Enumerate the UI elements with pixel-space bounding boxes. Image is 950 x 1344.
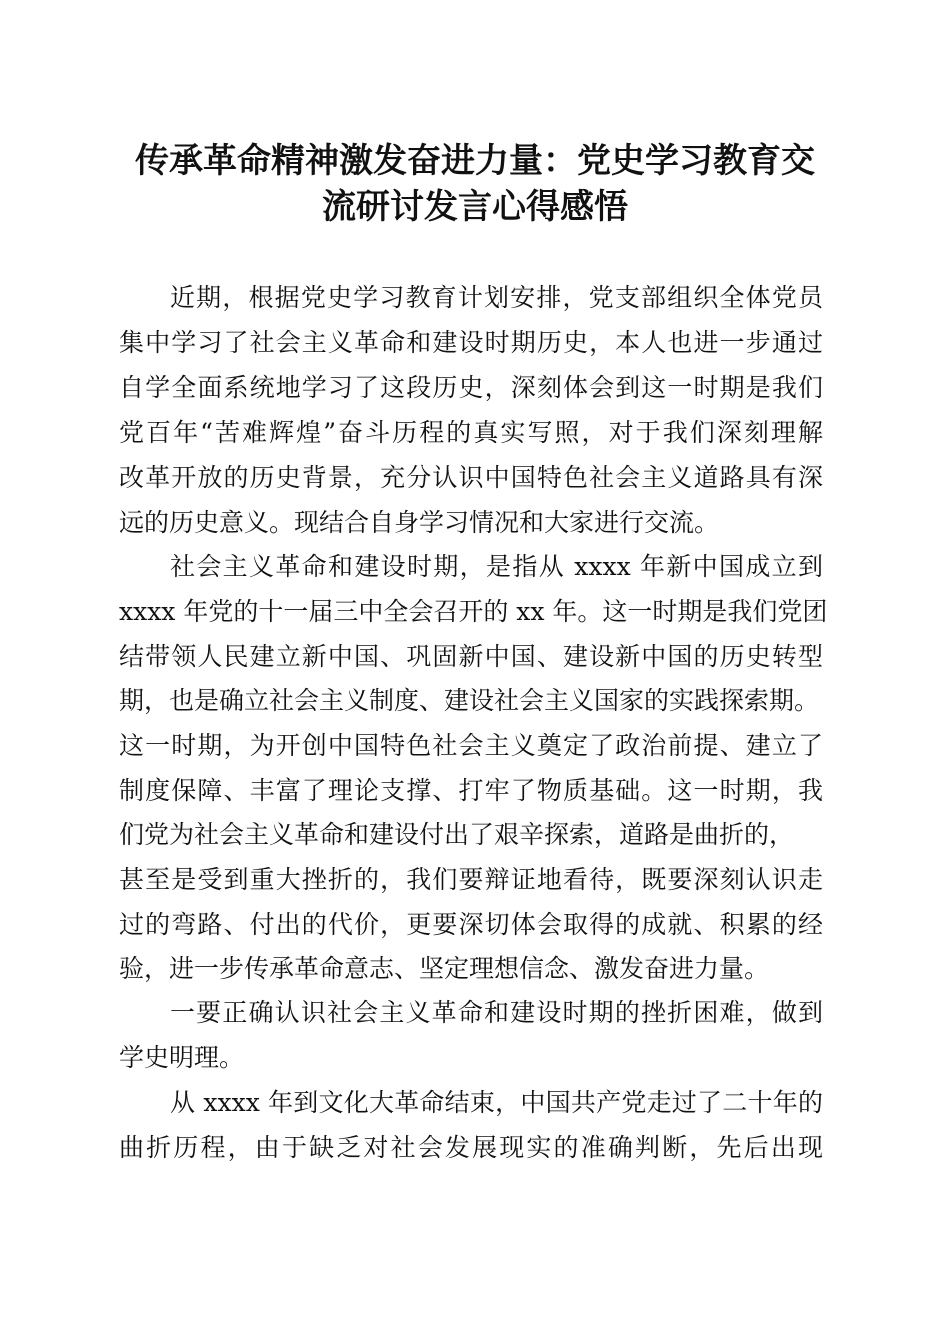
- body-line: 甚至是受到重大挫折的，我们要辩证地看待，既要深刻认识走: [119, 865, 823, 894]
- body-line: 结带领人民建立新中国、巩固新中国、建设新中国的历史转型: [119, 642, 823, 671]
- body-line: 们党为社会主义革命和建设付出了艰辛探索，道路是曲折的，: [119, 820, 795, 849]
- body-line: 党百年“苦难辉煌”奋斗历程的真实写照，对于我们深刻理解: [119, 418, 823, 447]
- body-line: 从 xxxx 年到文化大革命结束，中国共产党走过了二十年的: [170, 1088, 823, 1117]
- body-line: 一要正确认识社会主义革命和建设时期的挫折困难，做到: [170, 998, 823, 1027]
- body-line: 期，也是确立社会主义制度、建设社会主义国家的实践探索期。: [119, 686, 820, 715]
- body-line: 曲折历程，由于缺乏对社会发展现实的准确判断，先后出现: [119, 1133, 823, 1162]
- body-line: 社会主义革命和建设时期，是指从 xxxx 年新中国成立到: [170, 552, 823, 581]
- body-line: 制度保障、丰富了理论支撑、打牢了物质基础。这一时期，我: [119, 776, 823, 805]
- body-line: 改革开放的历史背景，充分认识中国特色社会主义道路具有深: [119, 463, 823, 492]
- body-line: 自学全面系统地学习了这段历史，深刻体会到这一时期是我们: [119, 373, 823, 402]
- body-line: 远的历史意义。现结合自身学习情况和大家进行交流。: [119, 508, 720, 537]
- document-title-line-1: 传承革命精神激发奋进力量：党史学习教育交: [135, 141, 815, 181]
- body-line: 集中学习了社会主义革命和建设时期历史，本人也进一步通过: [119, 328, 823, 357]
- document-title-line-2: 流研讨发言心得感悟: [322, 187, 628, 227]
- body-line: 这一时期，为开创中国特色社会主义奠定了政治前提、建立了: [119, 731, 823, 760]
- body-line: xxxx 年党的十一届三中全会召开的 xx 年。这一时期是我们党团: [119, 597, 828, 626]
- body-line: 学史明理。: [119, 1043, 245, 1072]
- body-line: 近期，根据党史学习教育计划安排，党支部组织全体党员: [170, 283, 823, 312]
- body-line: 过的弯路、付出的代价，更要深切体会取得的成就、积累的经: [119, 910, 823, 939]
- body-line: 验，进一步传承革命意志、坚定理想信念、激发奋进力量。: [119, 954, 770, 983]
